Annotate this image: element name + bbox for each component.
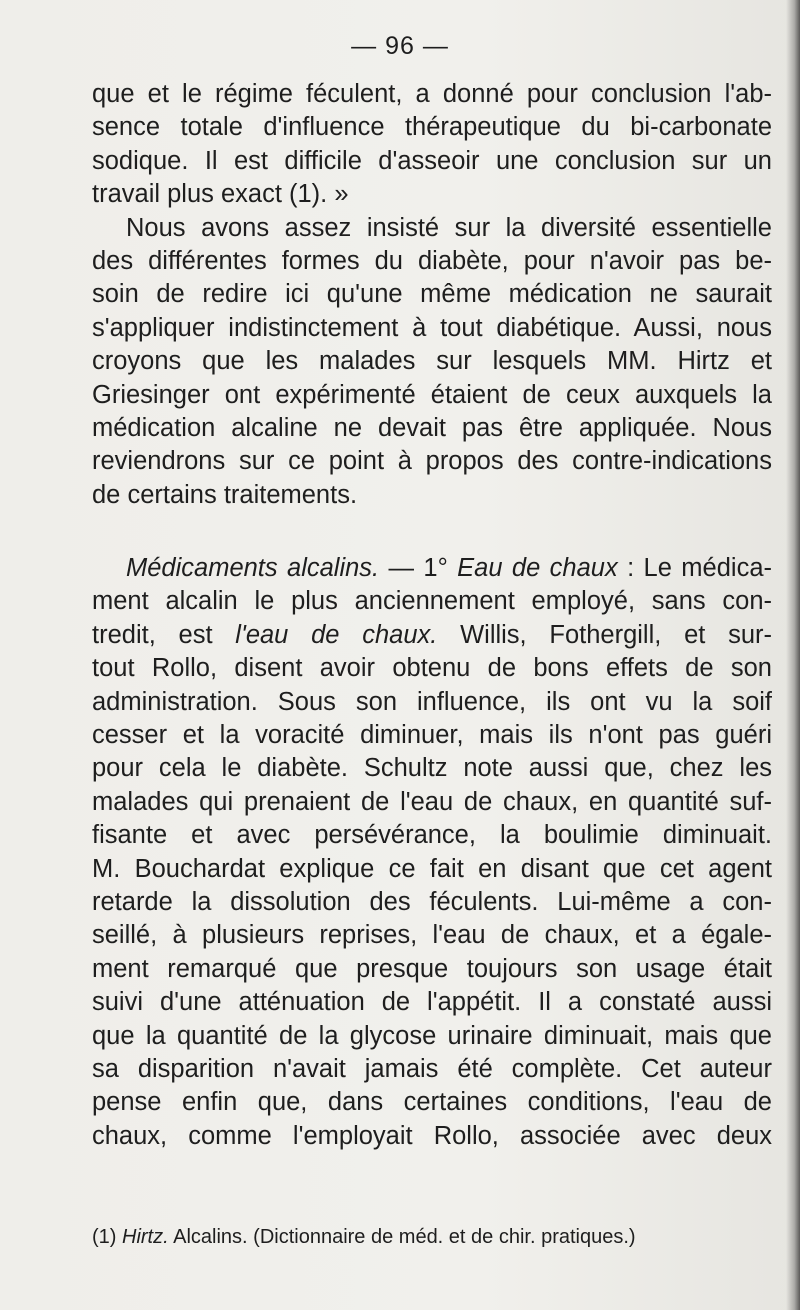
text-line: ment remarqué que presque toujours son usage était (92, 954, 772, 983)
italic-term: l'eau de chaux. (235, 620, 438, 649)
text-line: que et le régime féculent, a donné pour conclusion l'ab- (92, 80, 772, 108)
text-line: fisante et avec persévérance, la boulimie diminuait. (92, 821, 772, 850)
section-subtitle: Eau de chaux (457, 554, 618, 583)
text-segment: tredit, est (92, 620, 236, 649)
text-line: retarde la dissolution des féculents. Lui-même a con- (92, 887, 772, 916)
text-line: cesser et la voracité diminuer, mais ils n'ont pas guéri (92, 721, 772, 750)
text-line: ment alcalin le plus anciennement employé, sans con- (92, 587, 772, 616)
footnote-text: Alcalins. (Dictionnaire de méd. et de chir. pratiques.) (168, 1226, 636, 1248)
text-line: sodique. Il est difficile d'asseoir une conclusion sur un (92, 146, 772, 175)
footnote-author: Hirtz. (122, 1226, 169, 1248)
text-line: travail plus exact (1). » (92, 180, 349, 209)
text-line: suivi d'une atténuation de l'appétit. Il a constaté aussi (92, 988, 772, 1017)
text-line: soin de redire ici qu'une même médication ne saurait (92, 280, 772, 309)
page-edge-shadow (786, 0, 800, 1310)
section-title: Médicaments alcalins. (126, 554, 380, 583)
text-segment: Willis, Fothergill, et sur- (437, 620, 773, 649)
text-line: seillé, à plusieurs reprises, l'eau de chaux, et a égale- (92, 921, 772, 950)
text-line (92, 619, 772, 652)
section-heading-line (92, 552, 772, 585)
text-line: croyons que les malades sur lesquels MM. Hirtz et (92, 347, 772, 376)
text-line: pour cela le diabète. Schultz note aussi que, chez les (92, 754, 772, 783)
text-line: administration. Sous son influence, ils ont vu la soif (92, 687, 772, 716)
text-line: sence totale d'influence thérapeutique du bi-carbonate (92, 113, 772, 142)
text-line: s'appliquer indistinctement à tout diabétique. Aussi, nous (92, 313, 772, 342)
page-number: — 96 — (351, 32, 449, 60)
text-line: des différentes formes du diabète, pour n'avoir pas be- (92, 246, 772, 275)
text-line: médication alcaline ne devait pas être appliquée. Nous (92, 413, 772, 442)
text-line: tout Rollo, disent avoir obtenu de bons effets de son (92, 654, 772, 683)
footnote-marker: (1) (92, 1226, 122, 1248)
footnote (92, 1226, 772, 1249)
text-line: reviendrons sur ce point à propos des contre-indications (92, 447, 772, 476)
section-number: — 1° (379, 554, 458, 583)
text-line: chaux, comme l'employait Rollo, associée avec deux (92, 1121, 772, 1150)
text-line: Griesinger ont expérimenté étaient de ceux auxquels la (92, 380, 772, 409)
text-line: Nous avons assez insisté sur la diversité essentielle (126, 213, 772, 242)
section-title-rest: : Le médica- (617, 554, 772, 583)
text-line: que la quantité de la glycose urinaire diminuait, mais que (92, 1021, 772, 1050)
text-line: malades qui prenaient de l'eau de chaux, en quantité suf- (92, 787, 772, 816)
text-line: pense enfin que, dans certaines conditions, l'eau de (92, 1088, 772, 1117)
body-text (92, 78, 772, 1153)
text-line: M. Bouchardat explique ce fait en disant que cet agent (92, 854, 772, 883)
text-line: de certains traitements. (92, 480, 358, 509)
text-line: sa disparition n'avait jamais été complète. Cet auteur (92, 1054, 772, 1083)
